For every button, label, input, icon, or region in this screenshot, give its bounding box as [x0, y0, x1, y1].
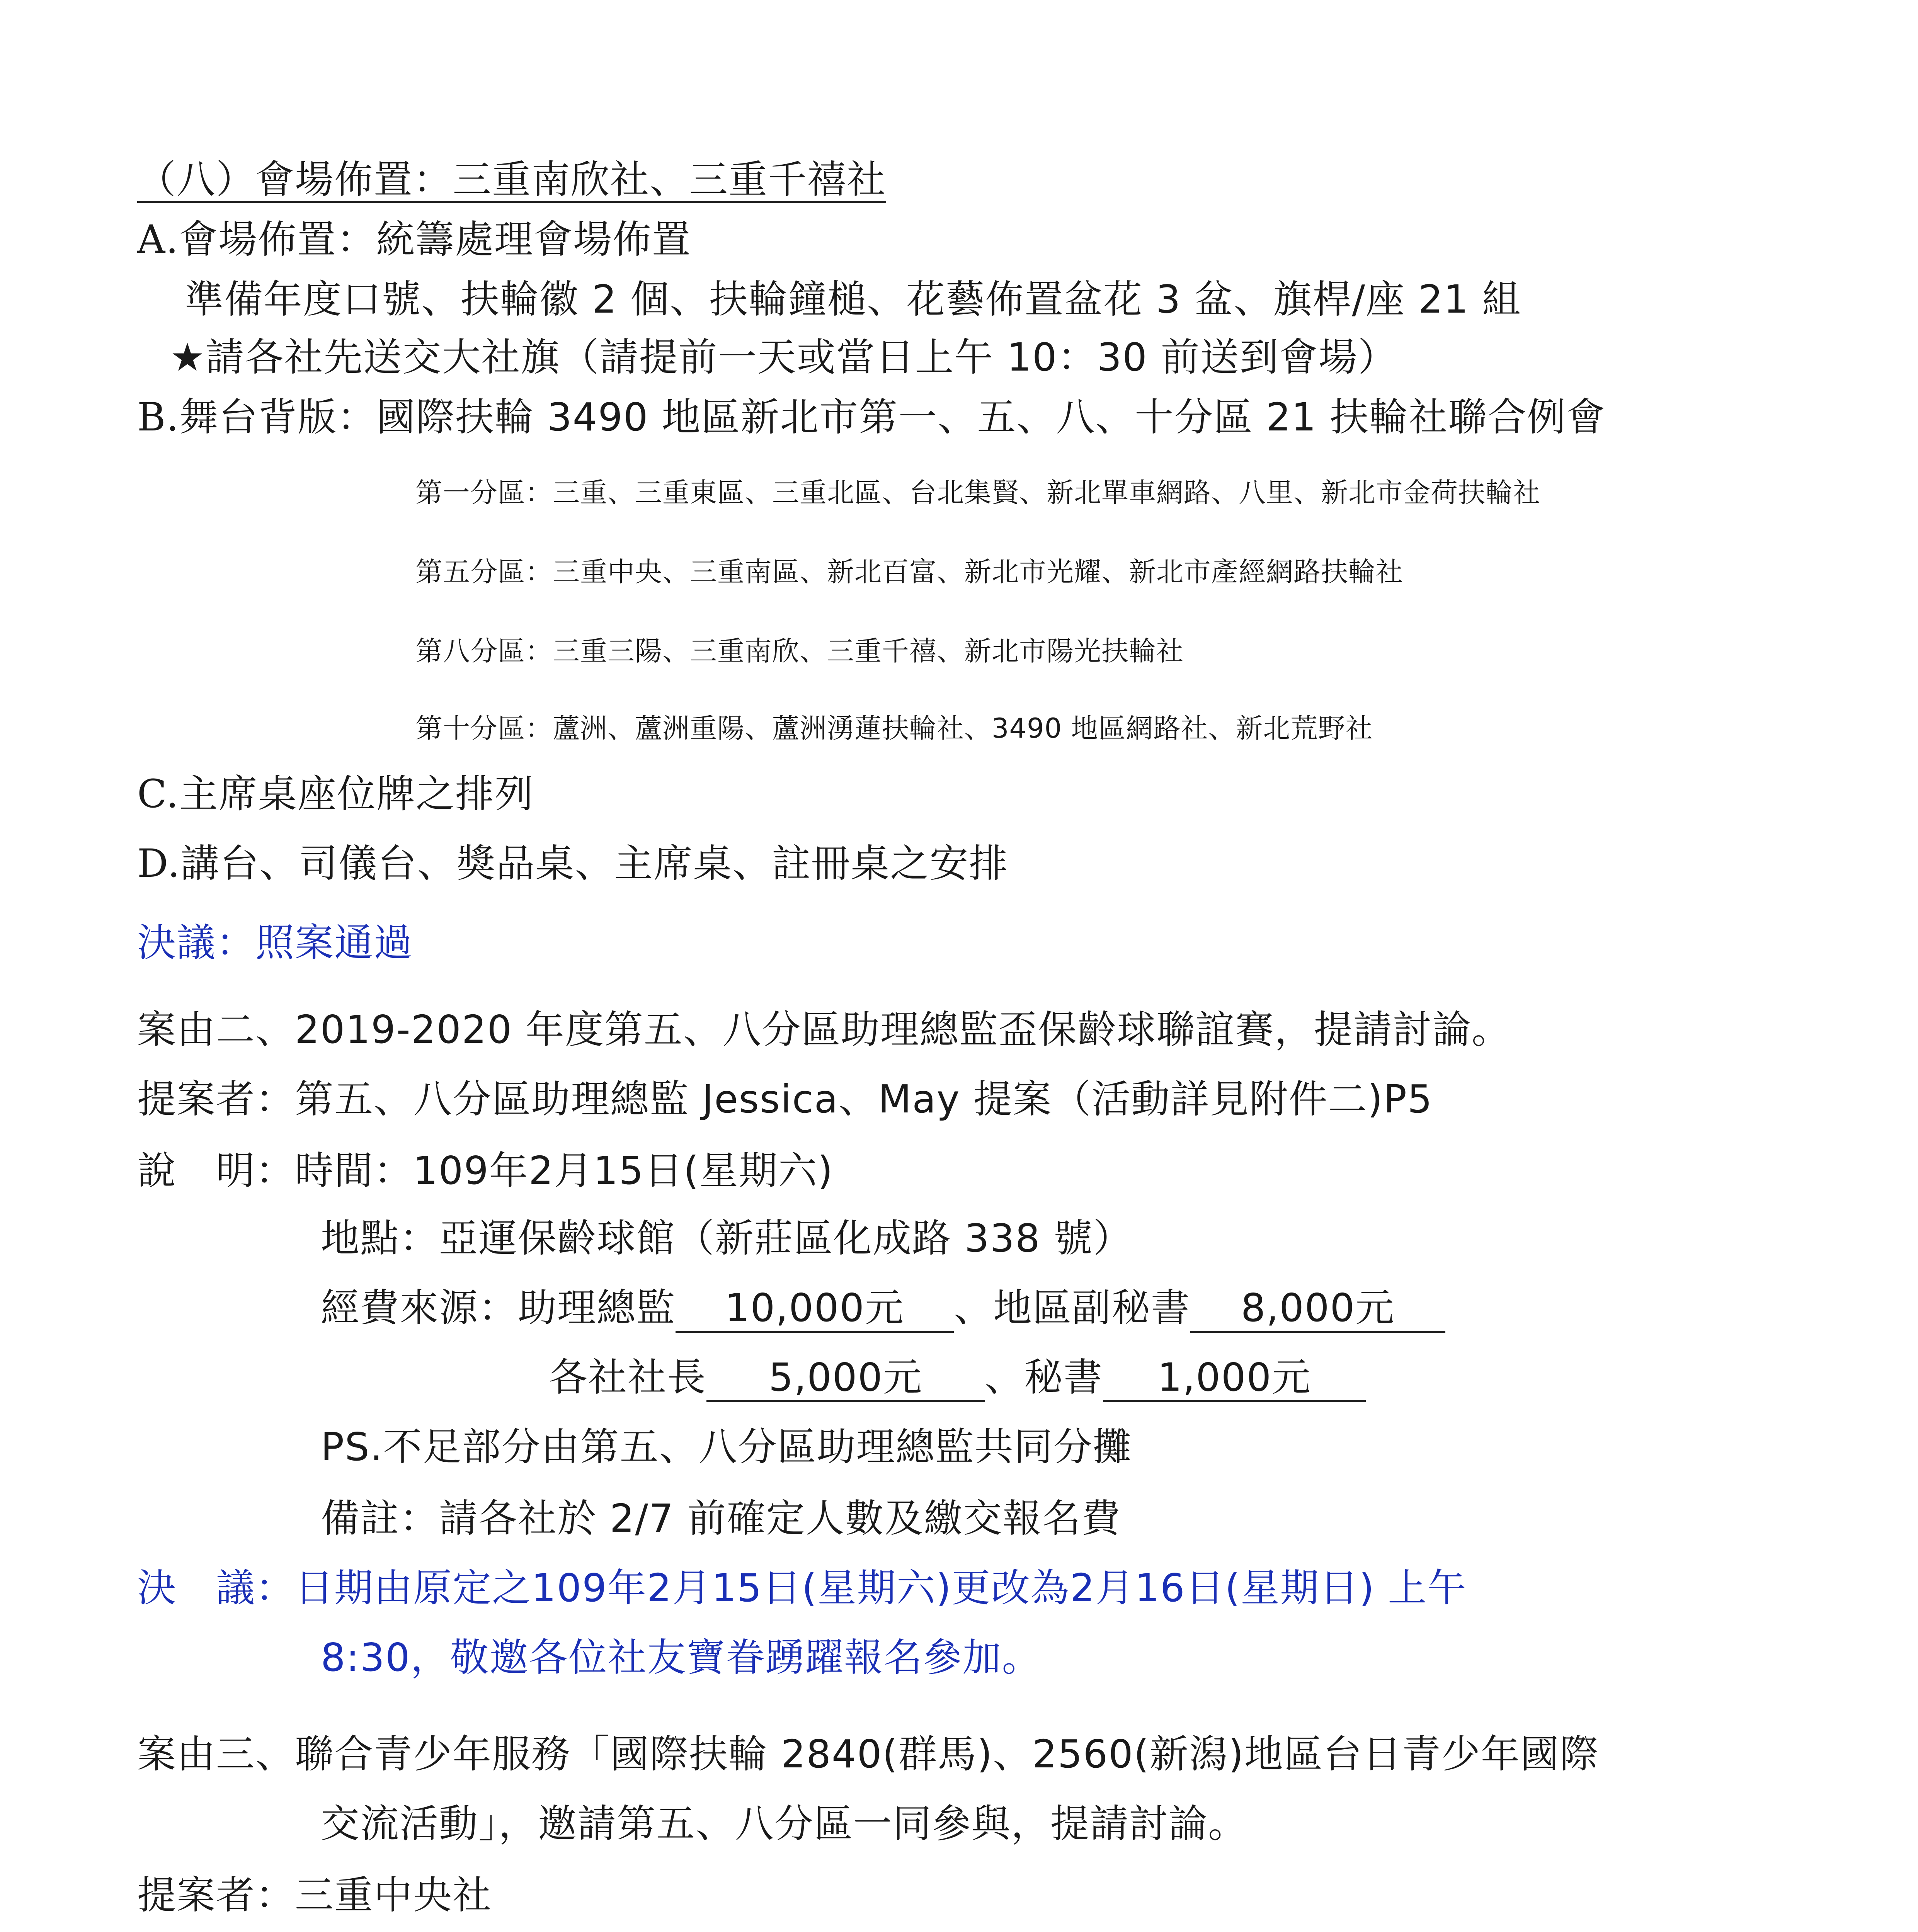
item-a-detail: 準備年度口號、扶輪徽 2 個、扶輪鐘槌、花藝佈置盆花 3 盆、旗桿/座 21 組	[185, 277, 1521, 322]
case2-time: 時間：109年2月15日(星期六)	[295, 1148, 834, 1193]
case2-ps: PS.不足部分由第五、八分區助理總監共同分攤	[321, 1424, 1132, 1469]
item-c	[137, 769, 534, 819]
case3-title-2: 交流活動」，邀請第五、八分區一同參與，提請討論。	[321, 1801, 1247, 1846]
zone-8: 第八分區：三重三陽、三重南欣、三重千禧、新北市陽光扶輪社	[415, 635, 1184, 667]
fund-ag-value: 10,000元	[676, 1285, 954, 1333]
zone-5: 第五分區：三重中央、三重南區、新北百富、新北市光耀、新北市產經網路扶輪社	[415, 556, 1403, 588]
case2-resolution-text1: 日期由原定之109年2月15日(星期六)更改為2月16日(星期日) 上午	[295, 1565, 1467, 1611]
case2-place: 地點：亞運保齡球館（新莊區化成路 338 號）	[321, 1216, 1133, 1261]
case3-proposer: 提案者：三重中央社	[137, 1872, 492, 1918]
case3-title-1: 案由三、聯合青少年服務「國際扶輪 2840(群馬)、2560(新潟)地區台日青少年國際	[137, 1731, 1599, 1777]
fund-sep2: 、秘書	[985, 1355, 1103, 1400]
item-b-label: B.	[137, 395, 180, 440]
item-b	[137, 392, 1606, 442]
case2-resolution-label: 決 議：	[137, 1565, 295, 1611]
case2-fund-row1	[321, 1283, 1445, 1333]
item-b-text: 舞台背版：國際扶輪 3490 地區新北市第一、五、八、十分區 21 扶輪社聯合例會	[179, 395, 1606, 440]
case2-fund-row2	[549, 1352, 1366, 1403]
zone-1: 第一分區：三重、三重東區、三重北區、台北集賢、新北單車網路、八里、新北市金荷扶輪社	[415, 477, 1540, 509]
fund-sec-value: 1,000元	[1103, 1355, 1366, 1402]
case2-resolution	[137, 1563, 1467, 1613]
item-c-label: C.	[137, 771, 179, 816]
section8-resolution: 決議：照案通過	[137, 920, 413, 965]
item-a-label: A.	[137, 217, 179, 262]
fund-sep1: 、地區副秘書	[954, 1285, 1190, 1330]
item-a-note: ★請各社先送交大社旗（請提前一天或當日上午 10：30 前送到會場）	[170, 335, 1397, 380]
fund-dsec-value: 8,000元	[1190, 1285, 1445, 1333]
case2-title: 案由二、2019-2020 年度第五、八分區助理總監盃保齡球聯誼賽，提請討論。	[137, 1007, 1511, 1052]
item-d	[137, 838, 1008, 889]
fund-pres-label: 各社社長	[549, 1355, 706, 1400]
case2-explain	[137, 1146, 834, 1196]
case2-explain-label: 說 明：	[137, 1148, 295, 1193]
section-title: （八）會場佈置：三重南欣社、三重千禧社	[137, 157, 886, 202]
case2-resolution-text2: 8:30，敬邀各位社友寶眷踴躍報名參加。	[321, 1635, 1042, 1680]
item-a-text: 會場佈置：統籌處理會場佈置	[179, 217, 692, 262]
item-c-text: 主席桌座位牌之排列	[179, 771, 534, 816]
zone-10: 第十分區：蘆洲、蘆洲重陽、蘆洲湧蓮扶輪社、3490 地區網路社、新北荒野社	[415, 713, 1373, 744]
item-d-text: 講台、司儀台、獎品桌、主席桌、註冊桌之安排	[180, 841, 1009, 886]
item-d-label: D.	[137, 841, 181, 886]
case2-remark: 備註：請各社於 2/7 前確定人數及繳交報名費	[321, 1496, 1121, 1541]
fund-label: 經費來源：助理總監	[321, 1285, 676, 1330]
case2-proposer: 提案者：第五、八分區助理總監 Jessica、May 提案（活動詳見附件二)P5	[137, 1077, 1433, 1122]
item-a	[137, 214, 691, 265]
fund-pres-value: 5,000元	[706, 1355, 985, 1402]
